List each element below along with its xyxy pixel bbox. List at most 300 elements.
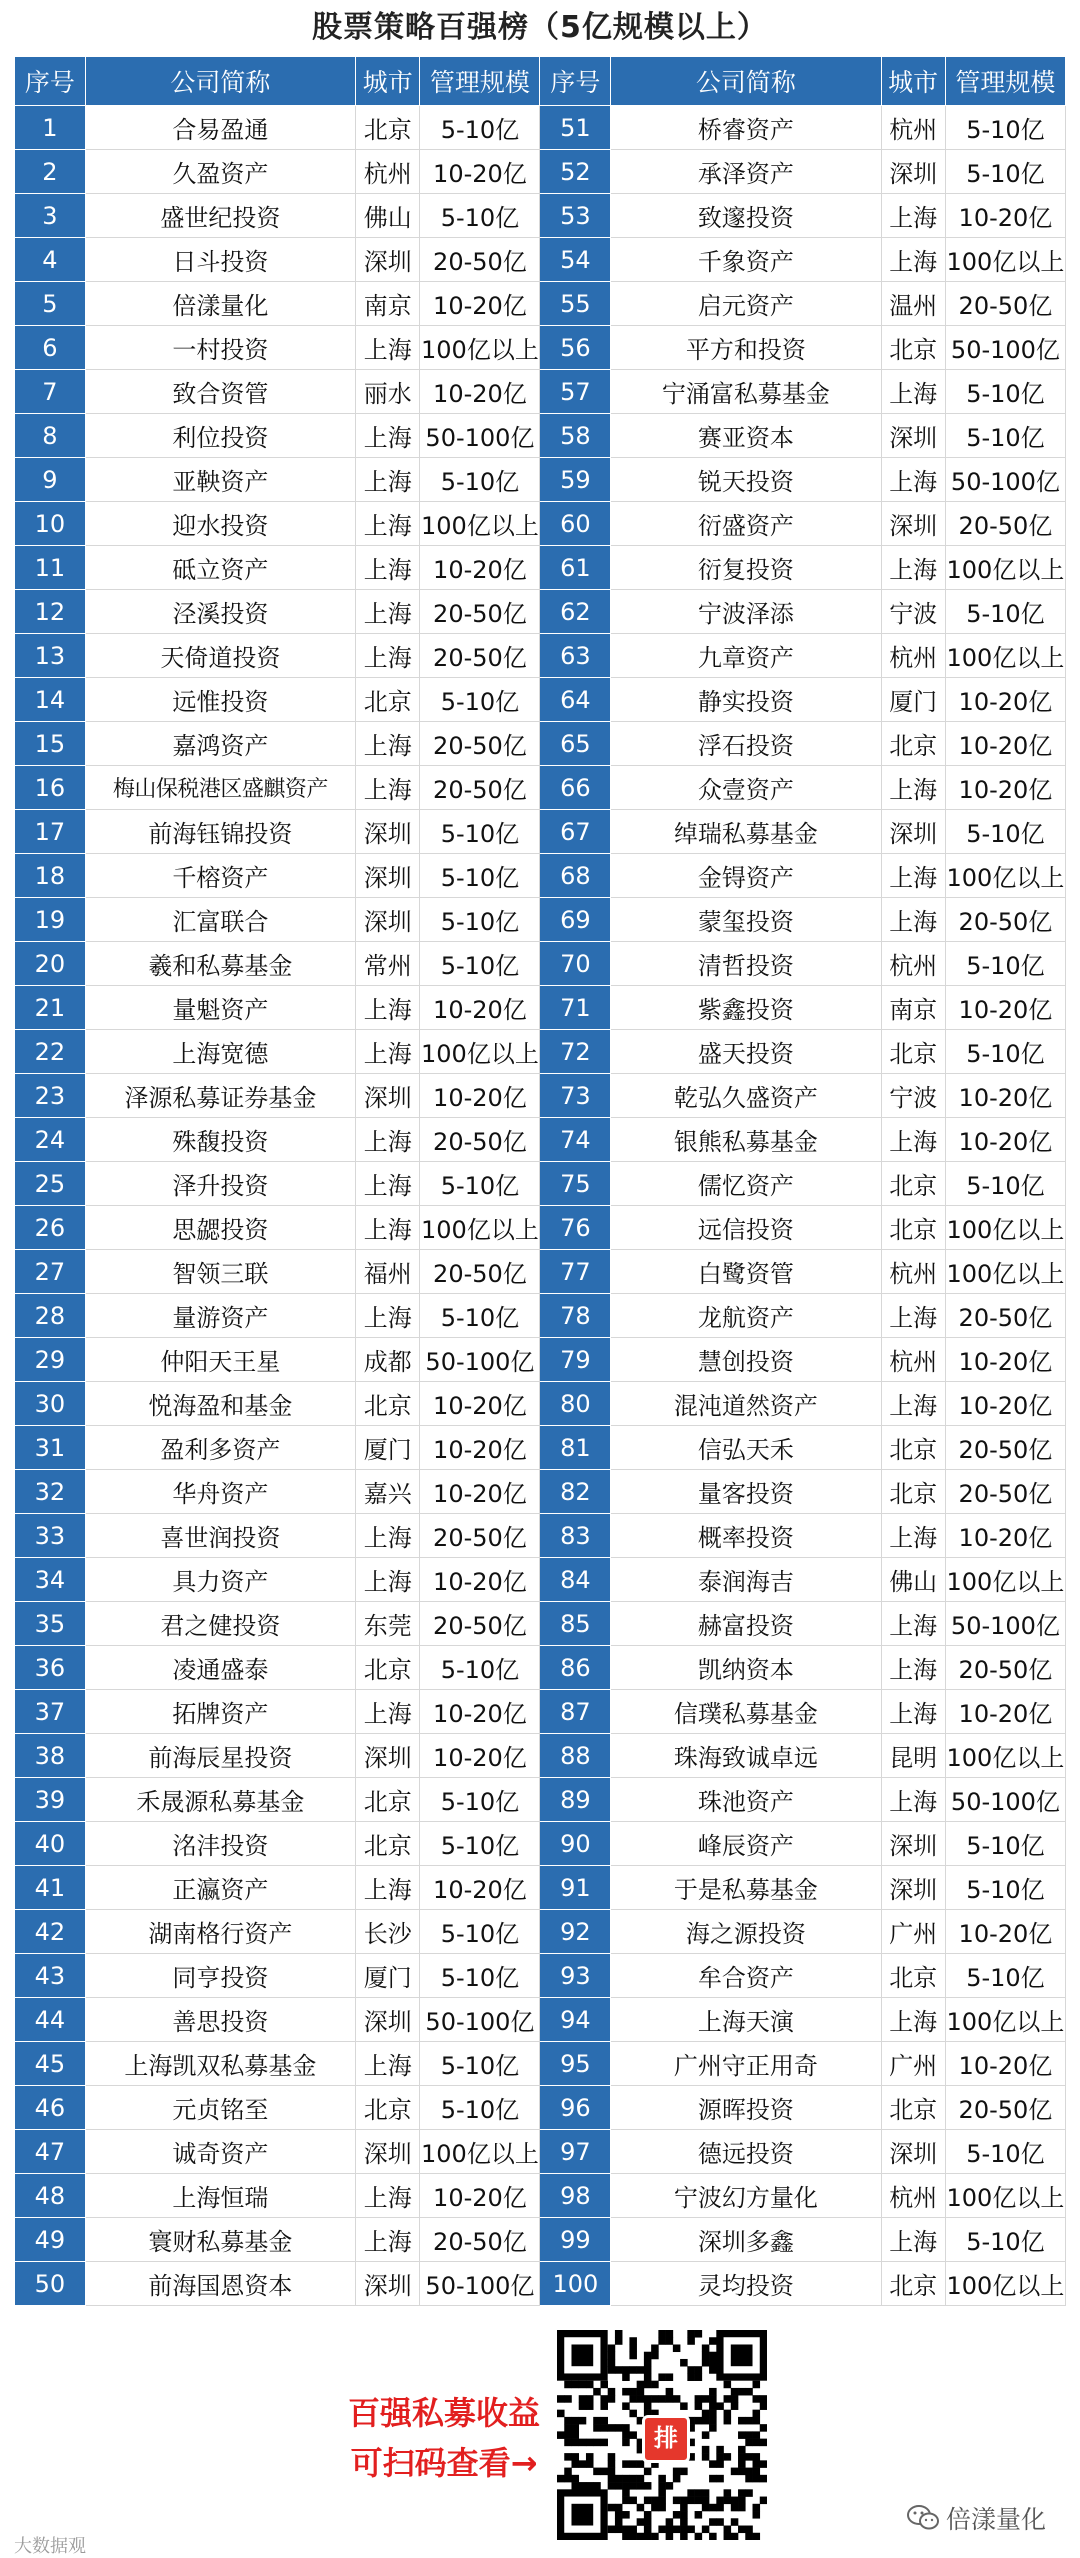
cell-scale: 5-10亿 xyxy=(945,1954,1065,1998)
cell-index: 99 xyxy=(540,2218,611,2262)
cell-index: 2 xyxy=(15,150,86,194)
cell-scale: 50-100亿 xyxy=(945,1778,1065,1822)
cell-company: 一村投资 xyxy=(85,326,355,370)
cell-city: 深圳 xyxy=(356,2130,420,2174)
table-row xyxy=(15,1778,1066,1822)
table-row xyxy=(15,194,1066,238)
cell-scale: 20-50亿 xyxy=(945,502,1065,546)
cell-index: 43 xyxy=(15,1954,86,1998)
cell-index: 42 xyxy=(15,1910,86,1954)
cell-index: 54 xyxy=(540,238,611,282)
cell-city: 上海 xyxy=(881,194,945,238)
cell-city: 上海 xyxy=(881,1646,945,1690)
header-company: 公司简称 xyxy=(611,57,881,106)
cell-scale: 100亿以上 xyxy=(945,2174,1065,2218)
table-header-row xyxy=(15,57,1066,106)
cell-index: 48 xyxy=(15,2174,86,2218)
cell-city: 杭州 xyxy=(881,2174,945,2218)
cell-scale: 20-50亿 xyxy=(945,1646,1065,1690)
cell-index: 33 xyxy=(15,1514,86,1558)
cell-index: 16 xyxy=(15,766,86,810)
cell-index: 8 xyxy=(15,414,86,458)
table-row xyxy=(15,1514,1066,1558)
cell-index: 87 xyxy=(540,1690,611,1734)
watermark-left-text: 大数据观 xyxy=(14,2536,86,2557)
cell-index: 73 xyxy=(540,1074,611,1118)
cell-city: 深圳 xyxy=(881,1866,945,1910)
cell-company: 概率投资 xyxy=(611,1514,881,1558)
cell-scale: 5-10亿 xyxy=(420,106,540,150)
wechat-icon xyxy=(906,2504,940,2532)
qr-code-icon[interactable] xyxy=(557,2330,767,2540)
cell-scale: 5-10亿 xyxy=(420,1294,540,1338)
cell-company: 宁波幻方量化 xyxy=(611,2174,881,2218)
cell-scale: 10-20亿 xyxy=(945,1514,1065,1558)
header-city: 城市 xyxy=(881,57,945,106)
cell-scale: 100亿以上 xyxy=(420,326,540,370)
cell-index: 80 xyxy=(540,1382,611,1426)
cell-city: 深圳 xyxy=(356,1998,420,2042)
cell-index: 39 xyxy=(15,1778,86,1822)
cell-scale: 10-20亿 xyxy=(420,1382,540,1426)
cell-index: 31 xyxy=(15,1426,86,1470)
cell-company: 湖南格行资产 xyxy=(85,1910,355,1954)
table-row xyxy=(15,2130,1066,2174)
cell-company: 赫富投资 xyxy=(611,1602,881,1646)
table-row xyxy=(15,2262,1066,2306)
cell-scale: 50-100亿 xyxy=(420,1338,540,1382)
footer xyxy=(14,2320,1066,2557)
cell-company: 牟合资产 xyxy=(611,1954,881,1998)
cell-city: 上海 xyxy=(881,898,945,942)
cell-city: 上海 xyxy=(356,986,420,1030)
cell-city: 上海 xyxy=(356,414,420,458)
cell-city: 昆明 xyxy=(881,1734,945,1778)
cell-index: 17 xyxy=(15,810,86,854)
cell-company: 泰润海吉 xyxy=(611,1558,881,1602)
cell-city: 北京 xyxy=(881,1426,945,1470)
table-row xyxy=(15,1426,1066,1470)
cell-company: 乾弘久盛资产 xyxy=(611,1074,881,1118)
cell-index: 35 xyxy=(15,1602,86,1646)
ranking-table xyxy=(14,56,1066,2306)
cell-scale: 5-10亿 xyxy=(420,1778,540,1822)
cell-city: 上海 xyxy=(356,326,420,370)
cell-company: 赛亚资本 xyxy=(611,414,881,458)
cell-index: 1 xyxy=(15,106,86,150)
cell-company: 元贞铭至 xyxy=(85,2086,355,2130)
cell-company: 源晖投资 xyxy=(611,2086,881,2130)
header-scale: 管理规模 xyxy=(420,57,540,106)
cell-scale: 10-20亿 xyxy=(420,282,540,326)
table-row xyxy=(15,2218,1066,2262)
cell-city: 常州 xyxy=(356,942,420,986)
cell-city: 丽水 xyxy=(356,370,420,414)
cell-scale: 20-50亿 xyxy=(420,1118,540,1162)
cell-city: 深圳 xyxy=(881,2130,945,2174)
cell-city: 上海 xyxy=(881,766,945,810)
cell-scale: 10-20亿 xyxy=(945,1382,1065,1426)
cell-index: 72 xyxy=(540,1030,611,1074)
promo-line-1: 百强私募收益 xyxy=(347,2394,540,2432)
table-row xyxy=(15,106,1066,150)
cell-city: 北京 xyxy=(356,1646,420,1690)
cell-company: 远信投资 xyxy=(611,1206,881,1250)
cell-city: 上海 xyxy=(356,1118,420,1162)
cell-city: 上海 xyxy=(881,1778,945,1822)
cell-scale: 5-10亿 xyxy=(945,942,1065,986)
cell-city: 上海 xyxy=(356,634,420,678)
cell-company: 华舟资产 xyxy=(85,1470,355,1514)
cell-index: 91 xyxy=(540,1866,611,1910)
cell-index: 24 xyxy=(15,1118,86,1162)
cell-index: 100 xyxy=(540,2262,611,2306)
cell-scale: 20-50亿 xyxy=(945,1294,1065,1338)
cell-scale: 20-50亿 xyxy=(420,1514,540,1558)
cell-scale: 20-50亿 xyxy=(420,634,540,678)
promo-text xyxy=(314,2388,574,2488)
cell-company: 寰财私募基金 xyxy=(85,2218,355,2262)
cell-city: 厦门 xyxy=(881,678,945,722)
cell-company: 千象资产 xyxy=(611,238,881,282)
cell-company: 量魁资产 xyxy=(85,986,355,1030)
qr-badge-icon: 排 xyxy=(642,2415,690,2463)
cell-index: 88 xyxy=(540,1734,611,1778)
cell-company: 珠池资产 xyxy=(611,1778,881,1822)
cell-city: 上海 xyxy=(356,1690,420,1734)
cell-index: 70 xyxy=(540,942,611,986)
cell-scale: 100亿以上 xyxy=(945,1206,1065,1250)
cell-company: 蒙玺投资 xyxy=(611,898,881,942)
cell-index: 6 xyxy=(15,326,86,370)
cell-city: 厦门 xyxy=(356,1426,420,1470)
cell-company: 凯纳资本 xyxy=(611,1646,881,1690)
cell-company: 致合资管 xyxy=(85,370,355,414)
cell-company: 洺沣投资 xyxy=(85,1822,355,1866)
cell-city: 深圳 xyxy=(356,810,420,854)
watermark-right-text: 倍漾量化 xyxy=(945,2505,1046,2534)
cell-city: 杭州 xyxy=(881,1338,945,1382)
table-row xyxy=(15,1866,1066,1910)
cell-index: 49 xyxy=(15,2218,86,2262)
cell-scale: 100亿以上 xyxy=(945,546,1065,590)
cell-scale: 20-50亿 xyxy=(945,1470,1065,1514)
cell-index: 96 xyxy=(540,2086,611,2130)
cell-index: 67 xyxy=(540,810,611,854)
cell-index: 4 xyxy=(15,238,86,282)
cell-index: 98 xyxy=(540,2174,611,2218)
cell-scale: 5-10亿 xyxy=(945,1822,1065,1866)
cell-scale: 5-10亿 xyxy=(420,2086,540,2130)
cell-city: 深圳 xyxy=(356,2262,420,2306)
cell-scale: 5-10亿 xyxy=(420,898,540,942)
cell-city: 上海 xyxy=(356,722,420,766)
table-row xyxy=(15,1162,1066,1206)
table-row xyxy=(15,1470,1066,1514)
cell-scale: 5-10亿 xyxy=(420,2042,540,2086)
cell-company: 衍盛资产 xyxy=(611,502,881,546)
cell-city: 广州 xyxy=(881,2042,945,2086)
cell-index: 77 xyxy=(540,1250,611,1294)
cell-company: 锐天投资 xyxy=(611,458,881,502)
cell-index: 52 xyxy=(540,150,611,194)
cell-company: 诚奇资产 xyxy=(85,2130,355,2174)
cell-scale: 5-10亿 xyxy=(420,810,540,854)
cell-scale: 10-20亿 xyxy=(945,1074,1065,1118)
cell-company: 亚鞅资产 xyxy=(85,458,355,502)
cell-company: 盈利多资产 xyxy=(85,1426,355,1470)
cell-index: 71 xyxy=(540,986,611,1030)
watermark-right xyxy=(906,2500,1046,2536)
cell-index: 13 xyxy=(15,634,86,678)
cell-company: 承泽资产 xyxy=(611,150,881,194)
cell-city: 上海 xyxy=(881,1514,945,1558)
cell-city: 东莞 xyxy=(356,1602,420,1646)
cell-index: 3 xyxy=(15,194,86,238)
cell-index: 76 xyxy=(540,1206,611,1250)
cell-scale: 10-20亿 xyxy=(945,1118,1065,1162)
cell-company: 量游资产 xyxy=(85,1294,355,1338)
cell-scale: 100亿以上 xyxy=(420,502,540,546)
cell-company: 羲和私募基金 xyxy=(85,942,355,986)
cell-city: 北京 xyxy=(881,2262,945,2306)
cell-city: 深圳 xyxy=(881,150,945,194)
cell-company: 儒忆资产 xyxy=(611,1162,881,1206)
cell-scale: 5-10亿 xyxy=(945,150,1065,194)
cell-company: 泾溪投资 xyxy=(85,590,355,634)
cell-company: 启元资产 xyxy=(611,282,881,326)
cell-company: 静实投资 xyxy=(611,678,881,722)
cell-city: 上海 xyxy=(881,238,945,282)
table-row xyxy=(15,238,1066,282)
cell-scale: 5-10亿 xyxy=(945,1866,1065,1910)
cell-index: 51 xyxy=(540,106,611,150)
cell-scale: 20-50亿 xyxy=(420,238,540,282)
cell-index: 62 xyxy=(540,590,611,634)
cell-index: 85 xyxy=(540,1602,611,1646)
cell-city: 深圳 xyxy=(356,238,420,282)
cell-index: 10 xyxy=(15,502,86,546)
cell-index: 95 xyxy=(540,2042,611,2086)
cell-company: 天倚道投资 xyxy=(85,634,355,678)
cell-index: 15 xyxy=(15,722,86,766)
cell-index: 28 xyxy=(15,1294,86,1338)
cell-index: 26 xyxy=(15,1206,86,1250)
table-row xyxy=(15,1690,1066,1734)
cell-city: 杭州 xyxy=(881,1250,945,1294)
cell-scale: 5-10亿 xyxy=(420,1910,540,1954)
cell-scale: 100亿以上 xyxy=(420,1030,540,1074)
cell-city: 杭州 xyxy=(881,942,945,986)
cell-index: 22 xyxy=(15,1030,86,1074)
cell-company: 泽升投资 xyxy=(85,1162,355,1206)
table-body xyxy=(15,106,1066,2306)
cell-company: 峰辰资产 xyxy=(611,1822,881,1866)
cell-index: 5 xyxy=(15,282,86,326)
table-row xyxy=(15,1118,1066,1162)
cell-city: 上海 xyxy=(356,2042,420,2086)
cell-scale: 50-100亿 xyxy=(945,458,1065,502)
table-row xyxy=(15,370,1066,414)
cell-company: 上海凯双私募基金 xyxy=(85,2042,355,2086)
cell-company: 迎水投资 xyxy=(85,502,355,546)
table-row xyxy=(15,546,1066,590)
table-row xyxy=(15,1030,1066,1074)
cell-city: 上海 xyxy=(356,502,420,546)
table-row xyxy=(15,1250,1066,1294)
cell-index: 47 xyxy=(15,2130,86,2174)
cell-company: 泽源私募证券基金 xyxy=(85,1074,355,1118)
cell-scale: 100亿以上 xyxy=(945,1558,1065,1602)
cell-company: 久盈资产 xyxy=(85,150,355,194)
table-row xyxy=(15,810,1066,854)
cell-city: 上海 xyxy=(881,370,945,414)
cell-index: 12 xyxy=(15,590,86,634)
cell-scale: 100亿以上 xyxy=(945,854,1065,898)
cell-index: 94 xyxy=(540,1998,611,2042)
cell-scale: 10-20亿 xyxy=(945,194,1065,238)
cell-company: 正瀛资产 xyxy=(85,1866,355,1910)
cell-company: 倍漾量化 xyxy=(85,282,355,326)
cell-index: 20 xyxy=(15,942,86,986)
cell-index: 44 xyxy=(15,1998,86,2042)
cell-index: 9 xyxy=(15,458,86,502)
table-row xyxy=(15,282,1066,326)
cell-city: 北京 xyxy=(356,1778,420,1822)
cell-city: 长沙 xyxy=(356,1910,420,1954)
cell-index: 37 xyxy=(15,1690,86,1734)
cell-scale: 100亿以上 xyxy=(945,238,1065,282)
cell-city: 深圳 xyxy=(356,854,420,898)
cell-scale: 5-10亿 xyxy=(945,1030,1065,1074)
cell-company: 远惟投资 xyxy=(85,678,355,722)
cell-scale: 10-20亿 xyxy=(945,1690,1065,1734)
table-row xyxy=(15,634,1066,678)
cell-company: 白鹭资管 xyxy=(611,1250,881,1294)
cell-scale: 10-20亿 xyxy=(420,150,540,194)
cell-index: 50 xyxy=(15,2262,86,2306)
cell-company: 广州守正用奇 xyxy=(611,2042,881,2086)
cell-scale: 10-20亿 xyxy=(945,722,1065,766)
cell-scale: 5-10亿 xyxy=(945,1162,1065,1206)
cell-scale: 10-20亿 xyxy=(945,2042,1065,2086)
cell-city: 上海 xyxy=(356,1514,420,1558)
cell-city: 上海 xyxy=(356,1558,420,1602)
cell-city: 深圳 xyxy=(356,1074,420,1118)
cell-index: 53 xyxy=(540,194,611,238)
cell-scale: 100亿以上 xyxy=(945,634,1065,678)
table-row xyxy=(15,898,1066,942)
table-row xyxy=(15,766,1066,810)
table-row xyxy=(15,1558,1066,1602)
cell-city: 上海 xyxy=(881,1690,945,1734)
cell-scale: 10-20亿 xyxy=(945,1910,1065,1954)
cell-company: 清哲投资 xyxy=(611,942,881,986)
cell-company: 前海国恩资本 xyxy=(85,2262,355,2306)
header-index: 序号 xyxy=(15,57,86,106)
cell-index: 97 xyxy=(540,2130,611,2174)
cell-scale: 5-10亿 xyxy=(420,678,540,722)
cell-scale: 5-10亿 xyxy=(945,2218,1065,2262)
header-scale: 管理规模 xyxy=(945,57,1065,106)
cell-city: 北京 xyxy=(881,1470,945,1514)
cell-scale: 10-20亿 xyxy=(945,766,1065,810)
cell-company: 前海钰锦投资 xyxy=(85,810,355,854)
cell-company: 嘉鸿资产 xyxy=(85,722,355,766)
header-city: 城市 xyxy=(356,57,420,106)
cell-index: 57 xyxy=(540,370,611,414)
cell-company: 拓牌资产 xyxy=(85,1690,355,1734)
table-row xyxy=(15,1646,1066,1690)
cell-company: 衍复投资 xyxy=(611,546,881,590)
cell-company: 日斗投资 xyxy=(85,238,355,282)
cell-scale: 100亿以上 xyxy=(420,1206,540,1250)
cell-company: 信弘天禾 xyxy=(611,1426,881,1470)
cell-city: 嘉兴 xyxy=(356,1470,420,1514)
cell-city: 上海 xyxy=(881,1998,945,2042)
promo-line-2: 可扫码查看→ xyxy=(350,2444,538,2482)
cell-scale: 5-10亿 xyxy=(420,854,540,898)
cell-index: 82 xyxy=(540,1470,611,1514)
table-row xyxy=(15,986,1066,1030)
cell-scale: 10-20亿 xyxy=(420,2174,540,2218)
cell-city: 成都 xyxy=(356,1338,420,1382)
cell-company: 君之健投资 xyxy=(85,1602,355,1646)
cell-city: 温州 xyxy=(881,282,945,326)
cell-index: 30 xyxy=(15,1382,86,1426)
cell-company: 信璞私募基金 xyxy=(611,1690,881,1734)
table-row xyxy=(15,1294,1066,1338)
cell-index: 75 xyxy=(540,1162,611,1206)
cell-company: 砥立资产 xyxy=(85,546,355,590)
cell-city: 上海 xyxy=(356,458,420,502)
cell-city: 厦门 xyxy=(356,1954,420,1998)
table-row xyxy=(15,1206,1066,1250)
cell-company: 德远投资 xyxy=(611,2130,881,2174)
table-row xyxy=(15,854,1066,898)
cell-company: 汇富联合 xyxy=(85,898,355,942)
cell-company: 龙航资产 xyxy=(611,1294,881,1338)
cell-city: 北京 xyxy=(356,678,420,722)
cell-index: 63 xyxy=(540,634,611,678)
cell-city: 北京 xyxy=(881,1030,945,1074)
cell-scale: 100亿以上 xyxy=(945,1734,1065,1778)
cell-index: 59 xyxy=(540,458,611,502)
cell-index: 58 xyxy=(540,414,611,458)
cell-city: 上海 xyxy=(356,2218,420,2262)
cell-index: 81 xyxy=(540,1426,611,1470)
cell-city: 杭州 xyxy=(881,634,945,678)
cell-company: 众壹资产 xyxy=(611,766,881,810)
cell-company: 慧创投资 xyxy=(611,1338,881,1382)
cell-company: 合易盈通 xyxy=(85,106,355,150)
table-row xyxy=(15,150,1066,194)
table-row xyxy=(15,326,1066,370)
cell-scale: 50-100亿 xyxy=(945,1602,1065,1646)
cell-city: 深圳 xyxy=(881,810,945,854)
cell-company: 悦海盈和基金 xyxy=(85,1382,355,1426)
cell-index: 84 xyxy=(540,1558,611,1602)
cell-scale: 10-20亿 xyxy=(420,986,540,1030)
cell-scale: 5-10亿 xyxy=(420,458,540,502)
cell-company: 海之源投资 xyxy=(611,1910,881,1954)
cell-scale: 10-20亿 xyxy=(420,370,540,414)
cell-scale: 10-20亿 xyxy=(420,1734,540,1778)
cell-city: 深圳 xyxy=(881,414,945,458)
cell-company: 凌通盛泰 xyxy=(85,1646,355,1690)
cell-city: 上海 xyxy=(356,546,420,590)
cell-index: 86 xyxy=(540,1646,611,1690)
